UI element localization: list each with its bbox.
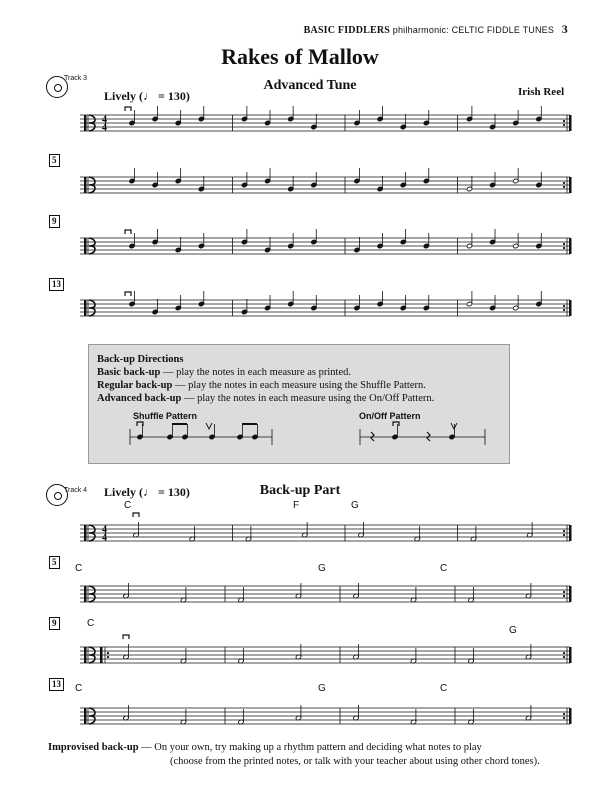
repeat-dot (563, 591, 565, 593)
page-title: Rakes of Mallow (221, 44, 379, 69)
repeat-dot (563, 713, 565, 715)
repeat-barline (569, 115, 572, 131)
backup-subtitle: Back-up Part (259, 483, 341, 498)
measure-number: 5 (49, 154, 60, 167)
shuffle-pattern-label: Shuffle Pattern (133, 411, 198, 421)
repeat-dot (563, 186, 565, 188)
time-signature: 4 (102, 114, 107, 126)
time-signature: 4 (102, 524, 107, 536)
footer-line1: — On your own, try making up a rhythm pattern and deciding what notes to play (138, 742, 482, 753)
measure-number: 13 (49, 278, 64, 291)
alto-clef (84, 586, 87, 602)
repeat-dot (107, 652, 109, 654)
alto-clef (84, 708, 87, 724)
down-bow-mark (123, 635, 129, 639)
quarter-rest (427, 432, 430, 441)
repeat-barline (569, 647, 572, 663)
track-label: Track 4 (64, 487, 88, 494)
page-number: 3 (561, 22, 568, 36)
measure-number: 9 (49, 215, 60, 228)
footer-label: Improvised back-up (48, 742, 139, 753)
tune-style: Irish Reel (518, 86, 565, 98)
repeat-dot (563, 717, 565, 719)
down-bow-mark (125, 230, 131, 234)
down-bow-mark (393, 422, 399, 426)
alto-clef (84, 300, 87, 316)
measure-number: 13 (49, 678, 64, 691)
repeat-dot (563, 656, 565, 658)
down-bow-mark (125, 292, 131, 296)
tempo-marking: Lively (♩ = 130) (104, 485, 190, 499)
advanced-text: — play the notes in each measure using the On/Off Pattern. (181, 393, 435, 404)
alto-clef (84, 115, 87, 131)
chord-symbol: G (318, 683, 326, 694)
chord-symbol: G (351, 500, 359, 511)
measure-number: 5 (49, 556, 60, 569)
alto-clef (84, 238, 87, 254)
chord-symbol: G (318, 563, 326, 574)
measure-number: 9 (49, 617, 60, 630)
basic-label: Basic back-up (97, 367, 161, 378)
chord-symbol: F (293, 500, 300, 511)
chord-symbol: C (75, 563, 83, 574)
regular-text: — play the notes in each measure using the Shuffle Pattern. (172, 380, 426, 391)
alto-clef (84, 647, 87, 663)
edition-name: philharmonic: (392, 25, 449, 35)
repeat-barline (569, 708, 572, 724)
repeat-barline (569, 238, 572, 254)
advanced-label: Advanced back-up (97, 393, 182, 404)
repeat-barline (100, 647, 103, 663)
down-bow-mark (133, 513, 139, 517)
footer-line2: (choose from the printed notes, or talk with your teacher about using other chord tones). (170, 756, 540, 767)
repeat-barline (569, 300, 572, 316)
tempo-marking: Lively (♩ = 130) (104, 89, 190, 103)
down-bow-mark (125, 107, 131, 111)
chord-symbol: C (440, 683, 448, 694)
chord-symbol: C (87, 618, 95, 629)
repeat-dot (563, 595, 565, 597)
chord-symbol: C (75, 683, 83, 694)
repeat-barline (569, 586, 572, 602)
alto-clef (84, 525, 87, 541)
repeat-dot (563, 305, 565, 307)
time-signature: 4 (102, 532, 107, 544)
onoff-pattern-label: On/Off Pattern (359, 411, 421, 421)
section-name: CELTIC FIDDLE TUNES (451, 25, 555, 35)
box-heading: Back-up Directions (97, 354, 184, 365)
alto-clef (84, 177, 87, 193)
time-signature: 4 (102, 122, 107, 134)
up-bow-mark (206, 423, 212, 429)
regular-label: Regular back-up (97, 380, 173, 391)
basic-text: — play the notes in each measure as printed. (160, 367, 351, 378)
repeat-barline (569, 525, 572, 541)
repeat-dot (563, 124, 565, 126)
chord-symbol: G (509, 625, 517, 636)
repeat-dot (563, 182, 565, 184)
tune-subtitle: Advanced Tune (263, 78, 357, 93)
repeat-barline (569, 177, 572, 193)
quarter-rest (371, 432, 374, 441)
repeat-dot (563, 534, 565, 536)
repeat-dot (563, 530, 565, 532)
track-label: Track 3 (64, 75, 88, 82)
chord-symbol: C (440, 563, 448, 574)
repeat-dot (563, 120, 565, 122)
repeat-dot (563, 243, 565, 245)
repeat-dot (563, 247, 565, 249)
book-name: BASIC FIDDLERS (303, 25, 391, 36)
repeat-dot (563, 652, 565, 654)
chord-symbol: C (124, 500, 132, 511)
repeat-dot (107, 656, 109, 658)
repeat-dot (563, 309, 565, 311)
